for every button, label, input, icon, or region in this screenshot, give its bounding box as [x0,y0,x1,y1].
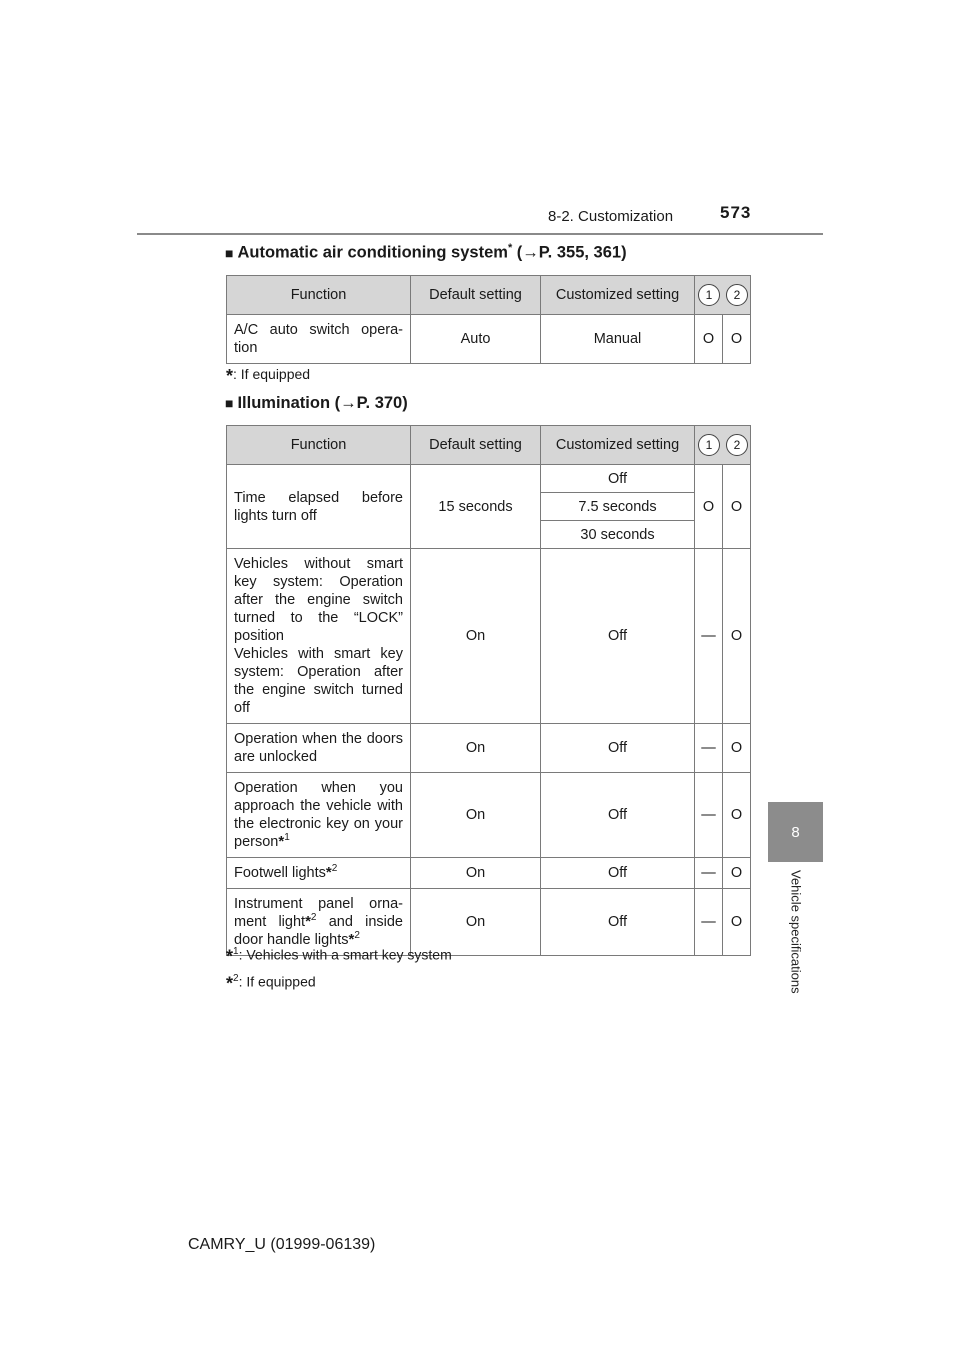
method-1-cell: — [695,858,723,889]
method-2-cell: O [723,724,751,773]
column-header-customized: Customized setting [541,426,695,465]
default-cell: On [411,858,541,889]
section-label: 8-2. Customization [548,208,674,225]
method-1-cell: — [695,889,723,956]
footnote-ref: 2 [233,973,239,984]
table-row [227,858,751,889]
function-cell: A/C auto switch opera-tion [227,315,411,364]
column-header-methods [695,426,751,465]
circled-number-2-icon: 2 [726,284,748,306]
method-2-cell: O [723,889,751,956]
chapter-tab [768,802,823,862]
method-2-cell: O [723,315,751,364]
circled-number-1-icon: 1 [698,434,720,456]
page-reference: (→P. 355, 361) [512,243,627,262]
function-text-b: Vehicles with smart key system: Operation after the engine switch turned off [234,646,403,716]
square-bullet-icon: ■ [225,244,234,261]
document-code: CAMRY_U (01999-06139) [188,1236,376,1253]
header-divider [137,233,823,235]
footnote [226,366,310,387]
ac-settings-table [226,275,751,364]
table-row [227,315,751,364]
square-bullet-icon: ■ [225,395,234,411]
footnote [226,946,452,968]
customized-cell: Manual [541,315,695,364]
default-cell: On [411,889,541,956]
method-2-cell: O [723,773,751,858]
default-cell: On [411,724,541,773]
customized-option: 30 seconds [541,521,695,549]
method-1-cell: — [695,724,723,773]
column-header-function: Function [227,426,411,465]
function-cell [227,858,411,889]
chapter-title: Vehicle specifications [788,870,804,994]
footnote-text: : Vehicles with a smart key system [238,946,452,963]
function-cell [227,773,411,858]
method-1-cell: — [695,549,723,724]
column-header-methods [695,276,751,315]
customized-cell: Off [541,549,695,724]
circled-number-1-icon: 1 [698,284,720,306]
default-cell: On [411,549,541,724]
footnote-ref: 2 [310,912,317,924]
customized-cell: Off [541,858,695,889]
chapter-number: 8 [791,824,800,841]
default-cell: Auto [411,315,541,364]
footnote-text: : If equipped [233,366,311,382]
page-number: 573 [720,203,752,222]
column-header-function: Function [227,276,411,315]
footnote [226,973,316,995]
method-1-cell: O [695,315,723,364]
illumination-settings-table [226,425,751,956]
customized-option: 7.5 seconds [541,493,695,521]
footnote-ref: 1 [284,832,290,844]
method-1-cell: O [695,465,723,549]
footnote-star: * [278,833,285,850]
function-text: Operation when you approach the vehicle with the electronic key on your person [234,780,403,850]
column-header-customized: Customized setting [541,276,695,315]
footnote-star: * [226,973,234,994]
footnote-star: * [507,242,513,254]
section-heading-ac [225,242,627,263]
footnote-star: * [305,913,311,930]
column-header-default: Default setting [411,426,541,465]
circled-number-2-icon: 2 [726,434,748,456]
customized-cell: Off [541,773,695,858]
chapter-label [786,870,806,1030]
default-cell: On [411,773,541,858]
column-header-default: Default setting [411,276,541,315]
function-text-a: Instrument panel orna-ment light [234,896,403,930]
default-cell: 15 seconds [411,465,541,549]
section-heading-illumination [225,394,408,413]
customized-cell: Off [541,724,695,773]
footnote-ref: 2 [354,930,360,942]
footnote-star: * [226,366,234,386]
method-1-cell: — [695,773,723,858]
footnote-star: * [348,931,355,948]
section-title: Illumination [237,394,331,412]
function-cell: Operation when the doors are unlocked [227,724,411,773]
function-text: Footwell lights [234,865,326,881]
table-row [227,465,751,493]
footnote-star: * [226,946,234,967]
table-row [227,724,751,773]
function-text-a: Vehicles without smart key system: Operation after the engine switch turned to the “LOCK” position [234,556,403,644]
method-2-cell: O [723,465,751,549]
customized-cell: Off [541,889,695,956]
footnote-ref: 2 [331,863,338,875]
method-2-cell: O [723,858,751,889]
function-cell: Time elapsed before lights turn off [227,465,411,549]
table-row [227,549,751,724]
function-text-b: and inside door handle lights [234,914,403,948]
footnote-text: : If equipped [238,973,316,990]
customized-option: Off [541,465,695,493]
footnote-star: * [325,864,332,881]
method-2-cell: O [723,549,751,724]
page-reference: (→P. 370) [330,394,408,412]
footnote-ref: 1 [233,946,239,957]
function-cell [227,549,411,724]
section-title: Automatic air conditioning system [237,243,508,262]
table-row [227,773,751,858]
